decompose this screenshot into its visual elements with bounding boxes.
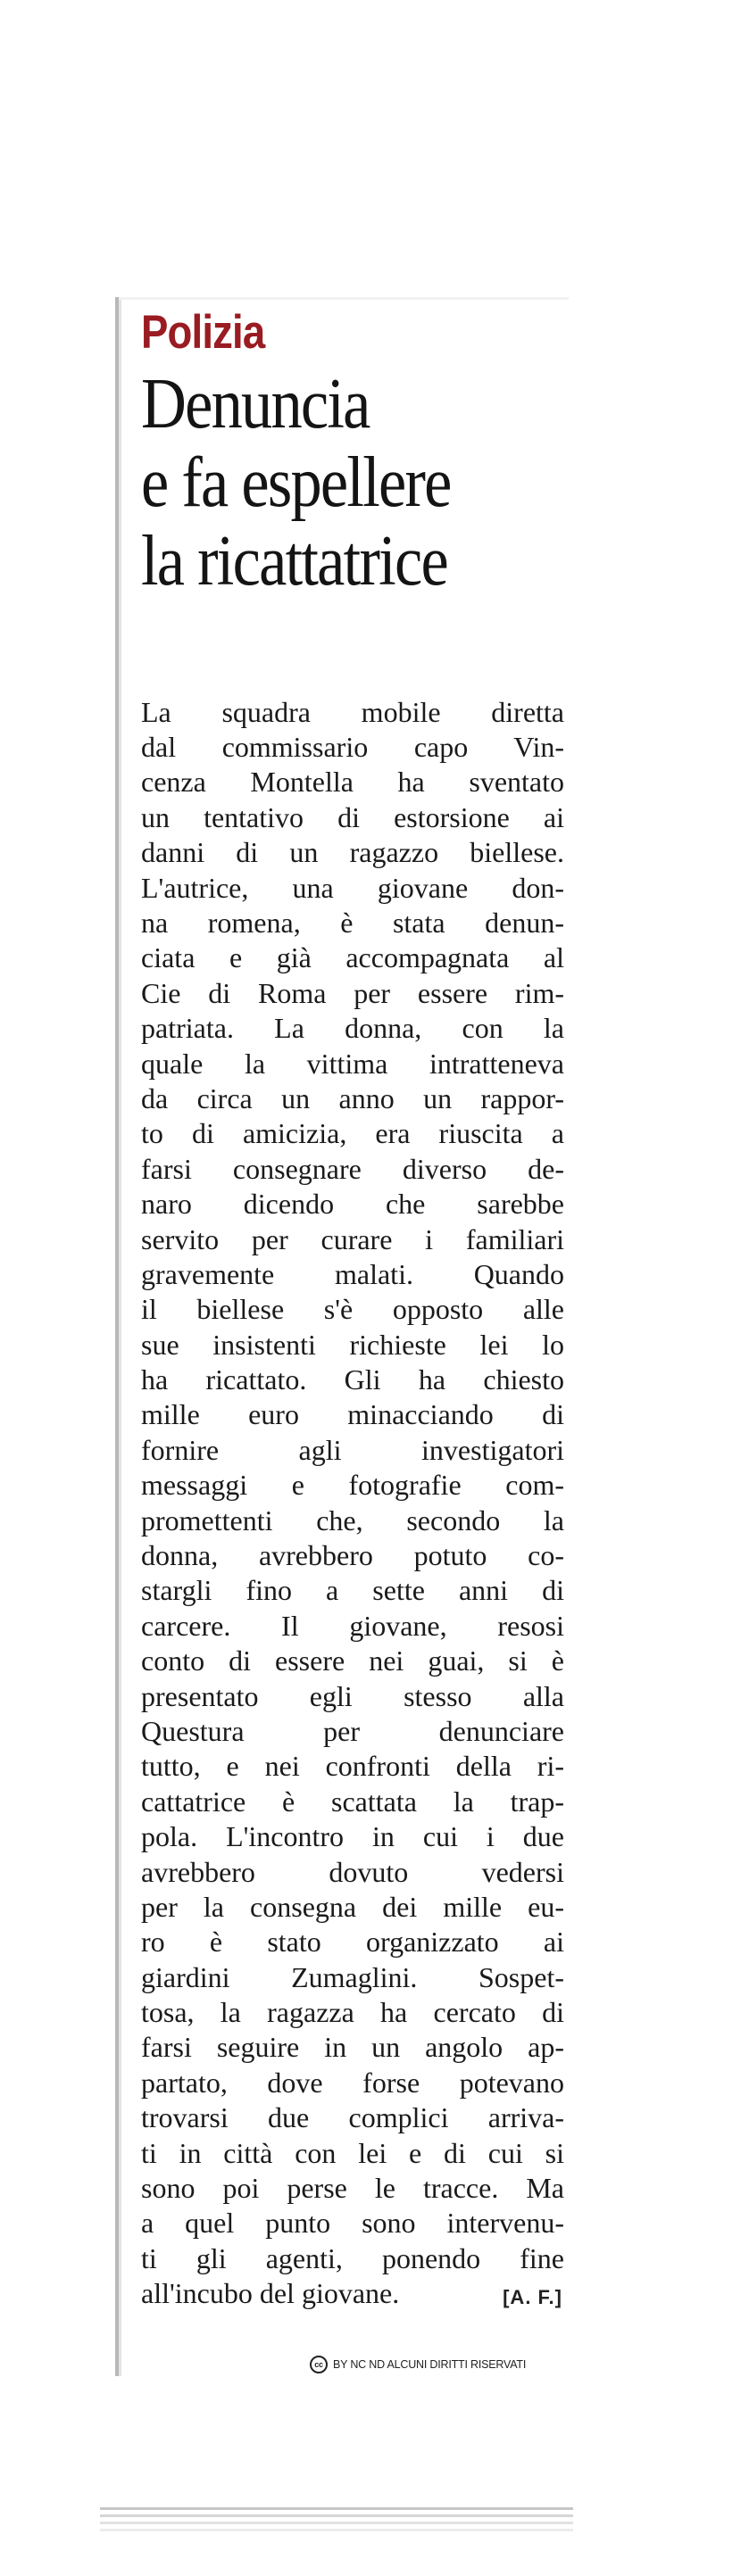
body-line: trovarsi due complici arriva- — [141, 2101, 564, 2134]
body-line-text: all'incubo del giovane. — [141, 2277, 400, 2310]
body-line: cenza Montella ha sventato — [141, 766, 564, 799]
body-line: il biellese s'è opposto alle — [141, 1293, 564, 1326]
body-line: sue insistenti richieste lei lo — [141, 1328, 564, 1361]
body-line-last — [141, 2276, 564, 2311]
body-line: un tentativo di estorsione ai — [141, 800, 564, 833]
body-line: La squadra mobile diretta — [141, 695, 564, 728]
body-line: to di amicizia, era riuscita a — [141, 1117, 564, 1150]
body-line: farsi consegnare diverso de- — [141, 1152, 564, 1185]
body-line: promettenti che, secondo la — [141, 1503, 564, 1536]
body-line: a quel punto sono intervenu- — [141, 2207, 564, 2240]
article — [141, 308, 564, 2312]
column-rule-shadow — [119, 297, 121, 2376]
article-headline — [141, 365, 513, 601]
body-line: presentato egli stesso alla — [141, 1679, 564, 1712]
body-line: naro dicendo che sarebbe — [141, 1188, 564, 1221]
body-line: dal commissario capo Vin- — [141, 731, 564, 764]
body-line: sono poi perse le tracce. Ma — [141, 2172, 564, 2205]
headline-line: la ricattatrice — [141, 521, 447, 601]
license-notice — [310, 2356, 569, 2373]
author-signature: [A. F.] — [503, 2286, 562, 2309]
body-line: mille euro minacciando di — [141, 1398, 564, 1431]
body-line: gravemente malati. Quando — [141, 1257, 564, 1290]
body-line: tosa, la ragazza ha cercato di — [141, 1996, 564, 2029]
body-line: pola. L'incontro in cui i due — [141, 1820, 564, 1853]
article-kicker: Polizia — [141, 306, 265, 359]
cc-icon: cc — [310, 2356, 328, 2373]
headline-line: e fa espellere — [141, 443, 451, 522]
body-line: conto di essere nei guai, si è — [141, 1644, 564, 1677]
divider — [100, 2507, 573, 2510]
body-line: carcere. Il giovane, resosi — [141, 1609, 564, 1642]
body-line: ro è stato organizzato ai — [141, 1926, 564, 1959]
body-line: partato, dove forse potevano — [141, 2066, 564, 2099]
divider — [100, 2522, 573, 2524]
body-line: Questura per denunciare — [141, 1714, 564, 1747]
body-line: quale la vittima intratteneva — [141, 1047, 564, 1080]
article-body — [141, 695, 564, 2312]
body-line: servito per curare i familiari — [141, 1222, 564, 1255]
body-line: na romena, è stata denun- — [141, 906, 564, 939]
divider — [100, 2529, 573, 2531]
body-line: L'autrice, una giovane don- — [141, 871, 564, 904]
headline-line: Denuncia — [141, 364, 370, 443]
body-line: da circa un anno un rappor- — [141, 1081, 564, 1114]
body-line: donna, avrebbero potuto co- — [141, 1539, 564, 1572]
body-line: danni di un ragazzo biellese. — [141, 836, 564, 869]
body-line: Cie di Roma per essere rim- — [141, 976, 564, 1009]
body-line: ha ricattato. Gli ha chiesto — [141, 1363, 564, 1396]
body-line: fornire agli investigatori — [141, 1433, 564, 1466]
body-line: ti in città con lei e di cui si — [141, 2136, 564, 2169]
license-text: BY NC ND ALCUNI DIRITTI RISERVATI — [333, 2358, 527, 2371]
body-line: giardini Zumaglini. Sospet- — [141, 1960, 564, 1993]
body-line: farsi seguire in un angolo ap- — [141, 2031, 564, 2064]
body-line: patriata. La donna, con la — [141, 1012, 564, 1045]
divider — [100, 2514, 573, 2517]
page-bottom-rules — [100, 2507, 573, 2536]
column-rule-top — [119, 297, 569, 300]
body-line: per la consegna dei mille eu- — [141, 1890, 564, 1923]
body-line: ti gli agenti, ponendo fine — [141, 2241, 564, 2274]
body-line: cattatrice è scattata la trap- — [141, 1785, 564, 1818]
body-line: ciata e già accompagnata al — [141, 941, 564, 974]
body-line: stargli fino a sette anni di — [141, 1574, 564, 1607]
body-line: avrebbero dovuto vedersi — [141, 1855, 564, 1888]
body-line: tutto, e nei confronti della ri- — [141, 1750, 564, 1783]
body-line: messaggi e fotografie com- — [141, 1469, 564, 1502]
